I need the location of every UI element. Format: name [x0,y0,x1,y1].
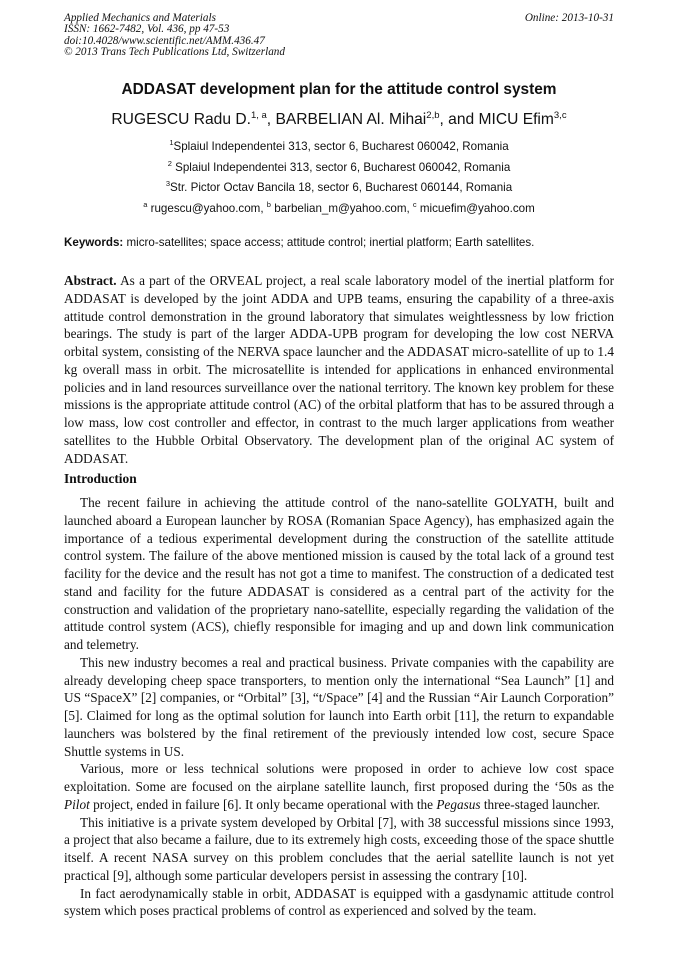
author-separator: , [266,111,276,128]
abstract [64,272,614,467]
affiliations [0,137,678,219]
author-affiliation-mark: 3,c [553,110,567,121]
affiliation-mark: 3 [165,179,170,189]
italic-term: Pegasus [436,796,481,812]
email-text: rugescu@yahoo.com, [147,201,267,215]
journal-name: Applied Mechanics and Materials [64,12,216,24]
paragraph: The recent failure in achieving the attitude control of the nano-satellite GOLYATH, built and launched aboard a European launcher by ROSA (Romanian Space Agency), has emphasized again the importance of a tedious experimental development during the construction of the satellite attitude control system. The failure of the above mentioned mission is caused by the total lack of a ground test facility for the device and the result has not got a time to manifest. The construction of a dedicated test stand and facility for the future ADDASAT is considered as a central part of the activity for the construction and validation of the proprietary nano-satellite, especially regarding the validation of the attitude control system (ACS), chiefly responsible for imaging and up and down link communication and telemetry. [64,495,614,652]
affiliation-line [0,178,678,199]
author-name: MICU Efim [478,111,554,128]
italic-term: Pilot [64,796,90,812]
author-name: BARBELIAN Al. Mihai [275,111,427,128]
paragraph [64,760,614,813]
email-text: micuefim@yahoo.com [416,201,535,215]
journal-header [64,13,285,58]
paper-title: ADDASAT development plan for the attitude control system [121,81,557,98]
abstract-label: Abstract. [64,273,117,288]
issn-line: ISSN: 1662-7482, Vol. 436, pp 47-53 [64,23,230,36]
email-mark: b [266,199,271,209]
author-name: RUGESCU Radu D. [111,111,251,128]
online-date: Online: 2013-10-31 [524,12,614,24]
paragraph: In fact aerodynamically stable in orbit, ADDASAT is equipped with a gasdynamic attitude control system which poses practical problems of control as experienced and solved by the team. [64,885,614,919]
author-separator: , and [439,111,479,128]
email-text: barbelian_m@yahoo.com, [270,201,413,215]
copyright-line: © 2013 Trans Tech Publications Ltd, Switzerland [64,45,285,58]
author-affiliation-mark: 1, a [250,110,267,121]
affiliation-line [0,137,678,158]
email-mark: c [412,199,417,209]
author-list [0,111,678,129]
paragraph: This new industry becomes a real and practical business. Private companies with the capability are already developing cheep space transporters, to mention only the international “Sea Launch” [1] and US “SpaceX” [2] companies, or “Orbital” [3], “t/Space” [4] and the Russian “Air Launch Corporation” [5]. Claimed for long as the optimal solution for launch into Earth orbit [11], the return to expandable launchers was bolstered by the final retirement of the previously intended low cost, secure Space Shuttle systems in US. [64,654,614,759]
email-mark: a [143,199,148,209]
paragraph-text: project, ended in failure [6]. It only became operational with the [89,796,437,812]
introduction-body [64,494,614,920]
keywords [64,236,624,249]
section-heading-introduction: Introduction [64,471,137,486]
paragraph-text: three-staged launcher. [480,796,601,812]
affiliation-text: Splaiul Independentei 313, sector 6, Bucharest 060042, Romania [171,160,511,174]
abstract-text: As a part of the ORVEAL project, a real scale laboratory model of the inertial platform for ADDASAT is developed by the joint ADDA and UPB teams, ensuring the capability of a three-axis attitude control demonstration in the ground laboratory that simulates weightlessness by low friction bearings. The study is part of the larger ADDA-UPB program for developing the low cost NERVA orbital system, consisting of the NERVA space launcher and the ADDASAT micro-satellite of up to 1.4 kg overall mass in orbit. The microsatellite is intended for applications in enhanced environmental policies and in land resources surveillance over the national territory. The known key problem for these missions is the appropriate attitude control (AC) of the orbital platform that has to be assured through a low mass, low cost controller and effector, in contrast to the much larger applications from weather satellites to the Hubble Orbital Observatory. The development plan of the original AC system of ADDASAT. [64,273,614,466]
keywords-text: micro-satellites; space access; attitude control; inertial platform; Earth satellites. [123,236,535,249]
affiliation-line [0,158,678,179]
affiliation-mark: 2 [167,158,172,168]
doi-line: doi:10.4028/www.scientific.net/AMM.436.47 [64,34,265,47]
affiliation-text: Str. Pictor Octav Bancila 18, sector 6, Bucharest 060144, Romania [169,181,513,195]
author-affiliation-mark: 2,b [426,110,440,121]
affiliation-mark: 1 [169,138,174,147]
paragraph-text: Various, more or less technical solutions were proposed in order to achieve low cost space exploitation. Some are focused on the airplane satellite launch, first proposed during the ‘50s as the [64,761,614,794]
keywords-label: Keywords: [64,236,124,249]
paragraph: This initiative is a private system developed by Orbital [7], with 38 successful missions since 1993, a project that also became a failure, due to its extremely high costs, exceeding those of the space shuttle itself. A recent NASA survey on this problem concludes that the aerial satellite launch is not yet practical [9], although some particular developers persist in assessing the contrary [10]. [64,814,614,883]
email-line [0,199,678,220]
affiliation-text: Splaiul Independentei 313, sector 6, Bucharest 060042, Romania [173,140,509,153]
